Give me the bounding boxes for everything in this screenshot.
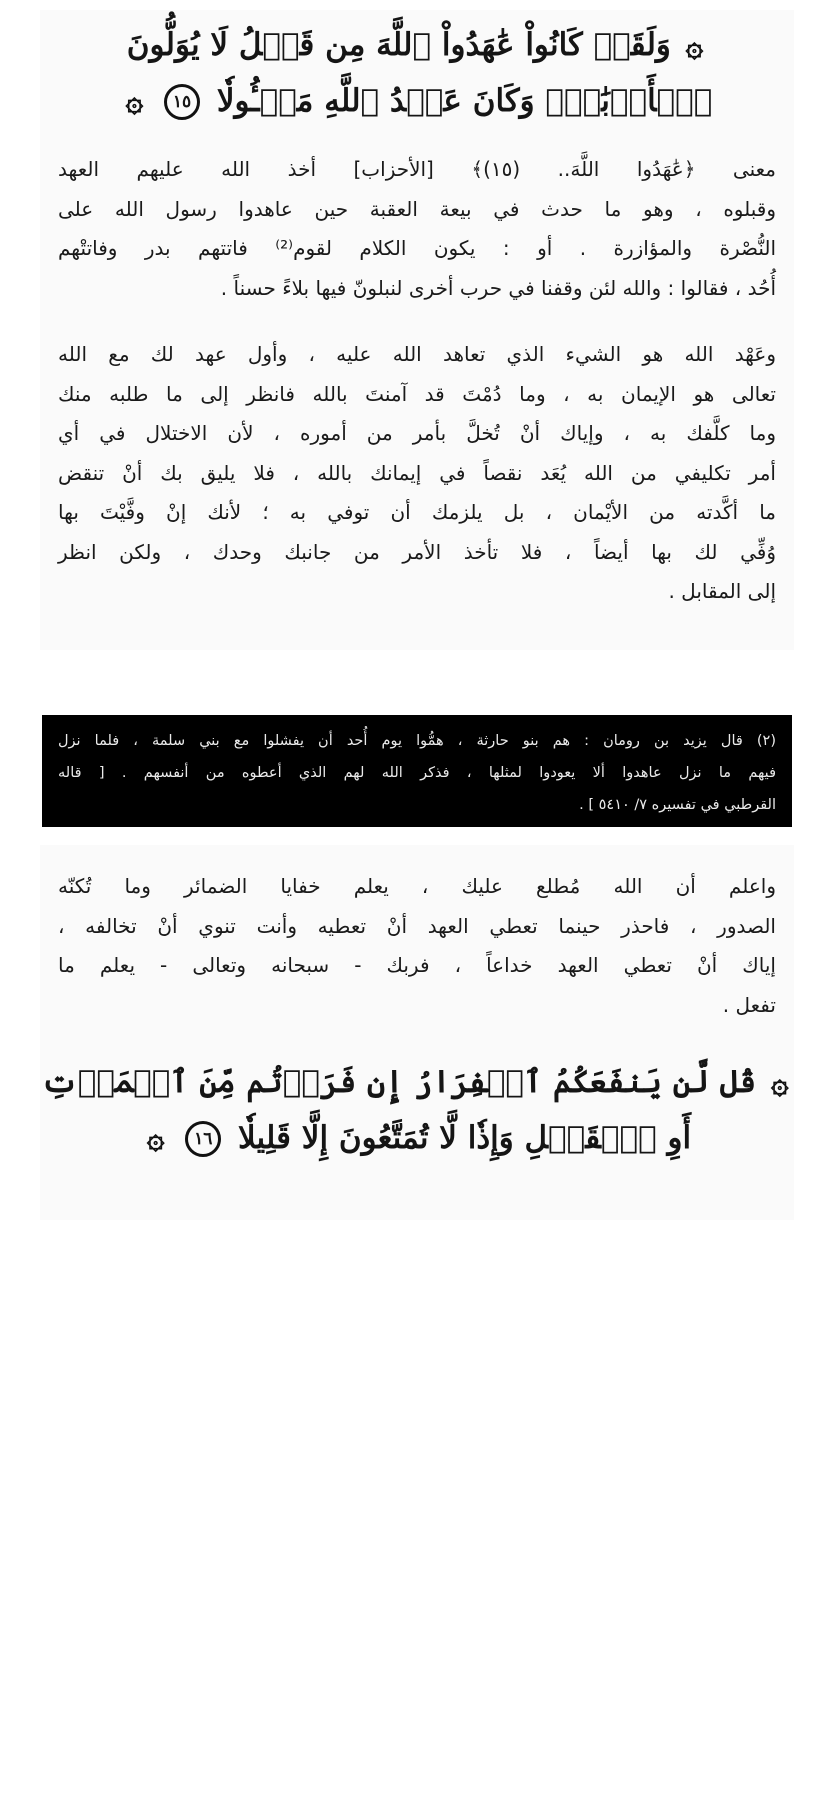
- verse-text: ٱلۡأَدۡبَٰرَۚ وَكَانَ عَهۡدُ ٱللَّهِ مَسۡـُٔولٗا: [216, 82, 713, 119]
- text-line: تفعل .: [722, 992, 776, 1017]
- text-line: وعَهْد الله هو الشيء الذي تعاهد الله عليه ، وأول عهد لك مع الله: [58, 342, 776, 366]
- page-section-top: [40, 10, 794, 650]
- verse-text: وَلَقَدۡ كَانُواْ عَٰهَدُواْ ٱللَّهَ مِن قَبۡلُ لَا يُوَلُّونَ: [126, 27, 671, 63]
- verse-ornament-icon: ۞: [685, 28, 704, 64]
- footnote-line: القرطبي في تفسيره ٧/ ٥٤١٠ ] .: [579, 797, 776, 813]
- verse-ornament-icon: ۞: [125, 84, 144, 119]
- text-line: النُّصْرة والمؤازرة . أو : يكون الكلام لقوم⁽²⁾ فاتتهم بدر وفاتتْهم: [58, 236, 777, 260]
- text-line: أمر تكليفي من الله يُعَد نقصاً في إيمانك بالله ، فلا يليق بك أنْ تنقض: [58, 460, 776, 485]
- ayah-number-badge: ١٥: [164, 84, 200, 120]
- text-line: وقبلوه ، وهو ما حدث في بيعة العقبة حين عاهدوا رسول الله على: [58, 196, 776, 221]
- text-line: أُحُد ، فقالوا : والله لئن وقفنا في حرب أخرى لنبلونّ فيها بلاءً حسناً .: [220, 275, 776, 300]
- text-line: ما أكَّدته من الأيْمان ، بل يلزمك أن توفي به ؛ لأنك إنْ وفَّيْتَ بها: [58, 500, 776, 524]
- verse-text: قُل لَّن يَنفَعَكُمُ ٱلۡفِرَارُ إِن فَرَرۡتُم مِّنَ ٱلۡمَوۡتِ: [41, 1064, 757, 1100]
- verse-ornament-icon: ۞: [146, 1121, 165, 1156]
- text-line: وما كلَّفك به ، وإياك أنْ تُخلَّ بأمر من أموره ، لأن الاختلال في أي: [58, 421, 776, 445]
- text-line: الصدور ، فاحذر حينما تعطي العهد أنْ تعطيه وأنت تنوي أنْ تخالفه ،: [58, 913, 776, 938]
- footnote-panel: [42, 715, 792, 827]
- verse-text: أَوِ ٱلۡقَتۡلِ وَإِذٗا لَّا تُمَتَّعُونَ إِلَّا قَلِيلٗا: [238, 1119, 692, 1156]
- footnote-line: (٢) قال يزيد بن رومان : هم بنو حارثة ، همُّوا يوم أُحد أن يفشلوا مع بني سلمة ، فلما نزل: [58, 733, 776, 749]
- text-line: إياك أنْ تعطي العهد خداعاً ، فربك - سبحانه وتعالى - يعلم ما: [58, 953, 776, 977]
- text-line: إلى المقابل .: [668, 579, 776, 603]
- text-line: واعلم أن الله مُطلع عليك ، يعلم خفايا الضمائر وما تُكنّه: [58, 874, 776, 898]
- paragraph-knowledge: [58, 867, 776, 1025]
- ayah-number-badge: ١٦: [185, 1121, 221, 1157]
- verse-line-1: [40, 18, 794, 74]
- verse-ornament-icon: ۞: [771, 1065, 789, 1101]
- text-line: وُفِّي لك بها أيضاً ، فلا تأخذ الأمر من جانبك وحدك ، ولكن انظر: [58, 539, 776, 564]
- page-section-bottom: [40, 845, 794, 1220]
- quran-verse-15: [40, 18, 794, 129]
- text-line: معنى ﴿عَٰهَدُوا اللَّهَ.. (١٥)﴾ [الأحزاب] أخذ الله عليهم العهد: [58, 157, 776, 181]
- verse-line-2: [40, 74, 794, 130]
- paragraph-meaning: [58, 150, 776, 308]
- text-line: تعالى هو الإيمان به ، وما دُمْتَ قد آمنتَ بالله فانظر إلى ما طلبه منك: [58, 381, 776, 406]
- quran-verse-16: [40, 1055, 794, 1166]
- footnote-text: [58, 725, 776, 821]
- footnote-line: فيهم ما نزل عاهدوا ألا يعودوا لمثلها ، فذكر الله لهم الذي أعطوه من أنفسهم . [ قاله: [58, 765, 776, 781]
- verse-line-1: [40, 1055, 794, 1111]
- paragraph-covenant: [58, 335, 776, 612]
- verse-line-2: [40, 1111, 794, 1167]
